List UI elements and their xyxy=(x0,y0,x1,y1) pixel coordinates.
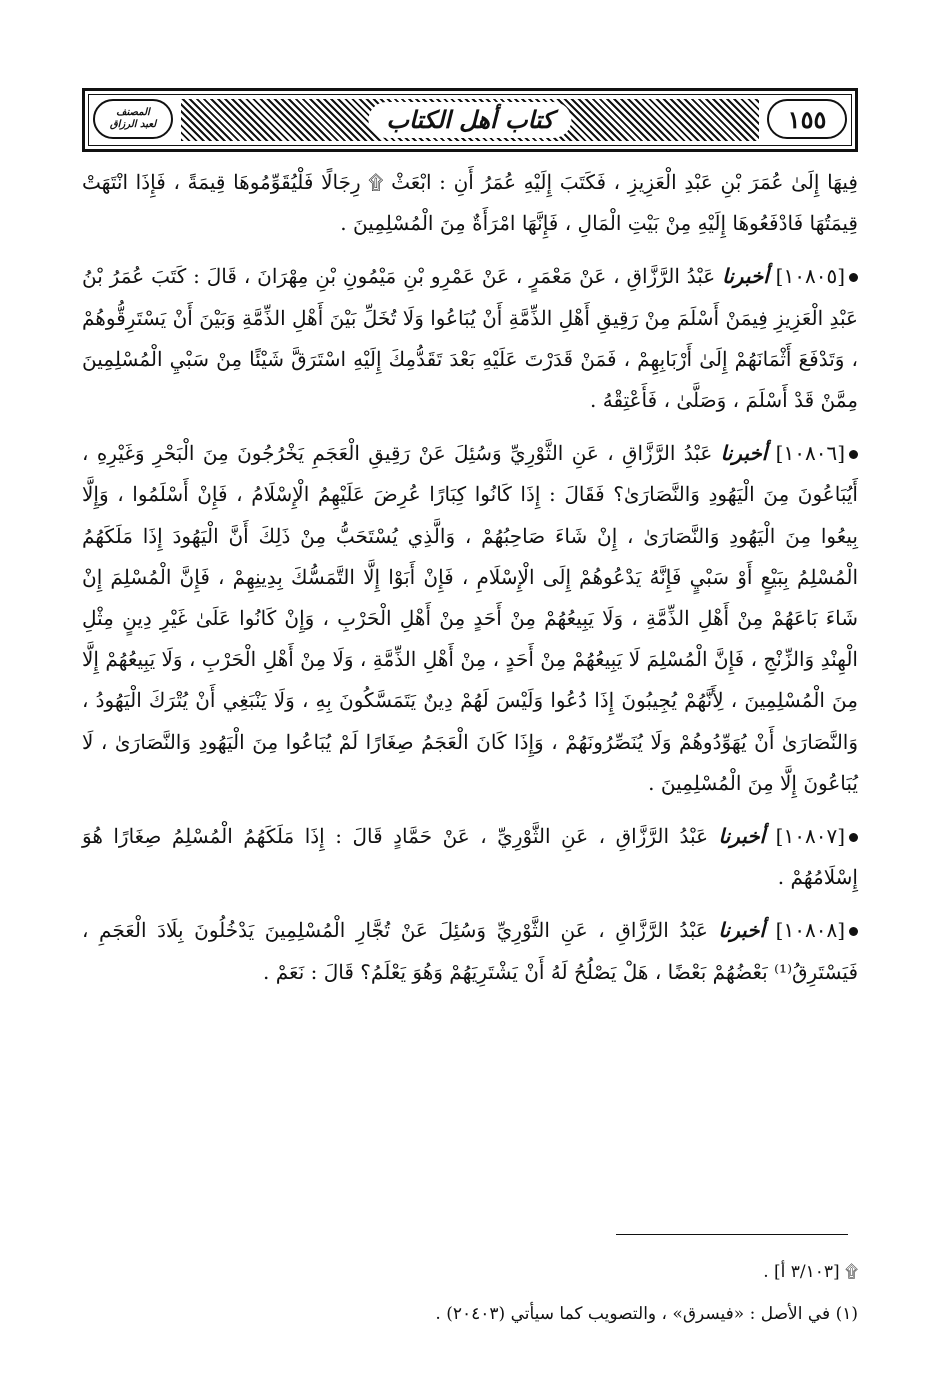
hadith-number: [١٠٨٠٨] xyxy=(775,918,845,943)
hadith-number: [١٠٨٠٥] xyxy=(775,264,846,289)
paragraph-text: عَبْدُ الرَّزَّاقِ ، عَنْ مَعْمَرٍ ، عَنْ عَمْرِو بْنِ مَيْمُونِ بْنِ مِهْرَانَ ، قَالَ : كَتَبَ عُمَرُ بْنُ عَبْدِ الْعَزِيزِ فِيمَنْ أَسْلَمَ مِنْ رَقِيقِ أَهْلِ الذِّمَّةِ أَنْ يُبَاعُوا وَلَا تُخَلِّ بَيْنَ أَهْلِ الذِّمَّةِ وَبَيْنَ أَنْ يَسْتَرِقُّوهُمْ ، وَتَدْفَعَ أَثْمَانَهُمْ إِلَىٰ أَرْبَابِهِمْ ، فَمَنْ قَدَرْتَ عَلَيْهِ بَعْدَ تَقَدُّمِكَ إِلَيْهِ اسْتَرَقَّ شَيْئًا مِنْ سَبْيِ الْمُسْلِمِينَ مِمَّنْ قَدْ أَسْلَمَ ، وَصَلَّىٰ ، فَأَعْتِقْهُ . xyxy=(82,264,858,413)
bullet-icon xyxy=(849,833,858,842)
page-header xyxy=(82,88,858,152)
page-number-cartouche xyxy=(767,99,847,139)
paragraph xyxy=(82,162,858,244)
book-title: كتاب أهل الكتاب xyxy=(368,102,571,138)
logo-line-1: المصنف xyxy=(116,107,150,118)
akhbarana-label: أخبرنا xyxy=(718,918,766,943)
footnote: (١) في الأصل : «فيسرق» ، والتصويب كما سيأتي (٢٠٤٠٣) . xyxy=(435,1304,858,1324)
akhbarana-label: أخبرنا xyxy=(718,824,766,849)
hadith-number: [١٠٨٠٦] xyxy=(775,441,845,466)
header-ornament-band xyxy=(181,99,759,141)
footnote-divider xyxy=(616,1234,848,1235)
main-text xyxy=(82,162,858,1005)
logo-line-2: لعبد الرزاق xyxy=(109,119,157,130)
publisher-logo xyxy=(110,107,156,131)
hadith-paragraph xyxy=(82,910,858,992)
hadith-paragraph xyxy=(82,256,858,421)
paragraph-text: عَبْدُ الرَّزَّاقِ ، عَنِ الثَّوْرِيِّ ، عَنْ حَمَّادٍ قَالَ : إِذَا مَلَكَهُمُ الْمُسْلِمُ صِغَارًا هُوَ إِسْلَامُهُمْ . xyxy=(82,824,858,890)
hadith-number: [١٠٨٠٧] xyxy=(775,824,845,849)
paragraph-text: عَبْدُ الرَّزَّاقِ ، عَنِ الثَّوْرِيِّ وَسُئِلَ عَنْ رَقِيقِ الْعَجَمِ يَخْرُجُونَ مِنَ الْبَحْرِ وَغَيْرِهِ ، أَيُبَاعُونَ مِنَ الْيَهُودِ وَالنَّصَارَىٰ؟ فَقَالَ : إِذَا كَانُوا كِبَارًا عُرِضَ عَلَيْهِمُ الْإِسْلَامُ ، فَإِنْ أَسْلَمُوا ، وَإِلَّا بِيعُوا مِنَ الْيَهُودِ وَالنَّصَارَىٰ ، إِنْ شَاءَ صَاحِبُهُمْ ، وَالَّذِي يُسْتَحَبُّ مِنْ ذَلِكَ أَنَّ الْيَهُودَ إِذَا مَلَكَهُمُ الْمُسْلِمُ بِبَيْعٍ أَوْ سَبْيٍ فَإِنَّهُ يَدْعُوهُمْ إِلَى الْإِسْلَامِ ، فَإِنْ أَبَوْا إِلَّا التَّمَسُّكَ بِدِينِهِمْ ، فَإِنَّ الْمُسْلِمَ إِنْ شَاءَ بَاعَهُمْ مِنْ أَهْلِ الذِّمَّةِ ، وَلَا يَبِيعُهُمْ مِنْ أَحَدٍ مِنْ أَهْلِ الْحَرْبِ ، وَإِنْ كَانُوا عَلَىٰ غَيْرِ دِينٍ مِثْلِ الْهِنْدِ وَالزِّنْجِ ، فَإِنَّ الْمُسْلِمَ لَا يَبِيعُهُمْ مِنْ أَحَدٍ ، مِنْ أَهْلِ الذِّمَّةِ ، وَلَا مِنْ أَهْلِ الْحَرْبِ ، وَلَا يَبِيعُهُمْ إِلَّا مِنَ الْمُسْلِمِينَ ، لِأَنَّهُمْ يُجِيبُونَ إِذَا دُعُوا وَلَيْسَ لَهُمْ دِينٌ يَتَمَسَّكُونَ بِهِ ، وَلَا يَنْبَغِي أَنْ يُتْرَكَ الْيَهُودُ ، وَالنَّصَارَىٰ أَنْ يُهَوِّدُوهُمْ وَلَا يُنَصِّرُونَهُمْ ، وَإِذَا كَانَ الْعَجَمُ صِغَارًا لَمْ يُبَاعُوا مِنَ الْيَهُودِ وَالنَّصَارَىٰ ، لَا يُبَاعُونَ إِلَّا مِنَ الْمُسْلِمِينَ . xyxy=(82,441,859,795)
akhbarana-label: أخبرنا xyxy=(722,264,769,289)
page-number: ١٥٥ xyxy=(787,104,827,134)
akhbarana-label: أخبرنا xyxy=(720,441,768,466)
bullet-icon xyxy=(849,273,858,282)
bullet-icon xyxy=(849,927,858,936)
bullet-icon xyxy=(849,450,858,459)
hadith-paragraph xyxy=(82,433,858,804)
publisher-logo-cartouche xyxy=(93,99,173,139)
hadith-paragraph xyxy=(82,816,858,898)
paragraph-text: عَبْدُ الرَّزَّاقِ ، عَنِ الثَّوْرِيِّ وَسُئِلَ عَنْ تُجَّارِ الْمُسْلِمِينَ يَدْخُلُونَ بِلَادَ الْعَجَمِ ، فَيَسْتَرِقُ⁽¹⁾ بَعْضُهُمْ بَعْضًا ، هَلْ يَصْلُحُ لَهُ أَنْ يَشْتَرِيَهُمْ وَهُوَ يَعْلَمُ؟ قَالَ : نَعَمْ . xyxy=(82,918,858,984)
paragraph-text: فِيهَا إِلَىٰ عُمَرَ بْنِ عَبْدِ الْعَزِيزِ ، فَكَتَبَ إِلَيْهِ عُمَرُ أَنِ : ابْعَثْ ۩ رِجَالًا فَلْيُقَوِّمُوهَا قِيمَةً ، فَإِذَا انْتَهَتْ قِيمَتُهَا فَادْفَعُوهَا إِلَيْهِ مِنْ بَيْتِ الْمَالِ ، فَإِنَّهَا امْرَأَةٌ مِنَ الْمُسْلِمِينَ . xyxy=(82,170,858,236)
manuscript-folio-reference: ۩ [٣/١٠٣ أ] . xyxy=(763,1262,858,1282)
